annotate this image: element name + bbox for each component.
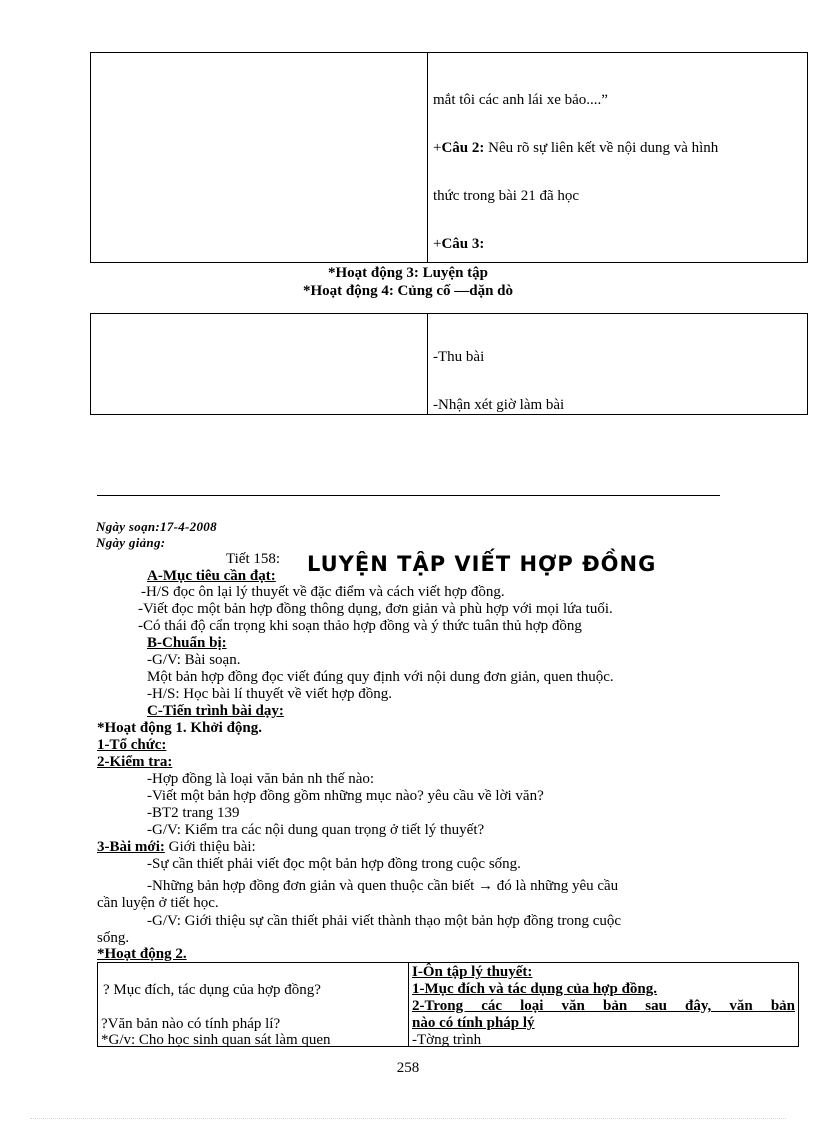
check-line: -Hợp đồng là loại văn bản nh thế nào: bbox=[147, 771, 375, 787]
column-divider bbox=[408, 963, 409, 1046]
activity-1-heading: *Hoạt động 1. Khởi động. bbox=[97, 720, 263, 736]
column-divider bbox=[427, 53, 428, 262]
table3-question: ? Mục đích, tác dụng của hợp đồng? bbox=[103, 982, 321, 998]
table3-answer: 1-Mục đích và tác dụng của hợp đồng. bbox=[412, 981, 658, 997]
section-a-line: -H/S đọc ôn lại lý thuyết về đặc điểm và cách viết hợp đồng. bbox=[141, 584, 505, 600]
activity-2-heading: *Hoạt động 2. bbox=[97, 946, 187, 962]
section-b-line: -H/S: Học bài lí thuyết về viết hợp đồng. bbox=[147, 686, 392, 702]
section-b-line: Một bản hợp đồng đọc viết đúng quy định với nội dung đơn giản, quen thuộc. bbox=[147, 669, 614, 685]
table1-line: mắt tôi các anh lái xe bảo....” bbox=[433, 92, 608, 108]
table3-answer: -Tờng trình bbox=[412, 1032, 482, 1046]
new-lesson-line: -Sự cần thiết phải viết đọc một bản hợp đồng trong cuộc sống. bbox=[147, 856, 521, 872]
section-b-heading: B-Chuẩn bị: bbox=[147, 635, 227, 651]
heading-activity-3: *Hoạt động 3: Luyện tập bbox=[327, 265, 489, 281]
new-lesson-line: 3-Bài mới: Giới thiệu bài: bbox=[97, 839, 256, 855]
prep-date: Ngày soạn:17-4-2008 bbox=[96, 519, 217, 534]
table3-answer: I-Ôn tập lý thuyết: bbox=[412, 964, 533, 980]
section-b-line: -G/V: Bài soạn. bbox=[147, 652, 241, 668]
check-line: -BT2 trang 139 bbox=[147, 805, 240, 821]
lesson-title: LUYỆN TẬP VIẾT HỢP ĐỒNG bbox=[307, 552, 657, 576]
table3-question: *G/v: Cho học sinh quan sát làm quen bbox=[101, 1032, 331, 1046]
check-heading: 2-Kiểm tra: bbox=[97, 754, 173, 770]
column-divider bbox=[427, 314, 428, 414]
table3-answer: nào có tính pháp lý bbox=[412, 1015, 535, 1031]
footer-divider bbox=[30, 1118, 786, 1119]
section-a-line: -Viết đọc một bản hợp đồng thông dụng, đơn giản và phù hợp với mọi lứa tuổi. bbox=[138, 601, 613, 617]
new-lesson-line: cần luyện ở tiết học. bbox=[97, 895, 219, 911]
section-a-line: -Có thái độ cẩn trọng khi soạn thảo hợp đồng và ý thức tuân thủ hợp đồng bbox=[138, 618, 582, 634]
table2-line: -Thu bài bbox=[433, 349, 485, 365]
table3-question: ?Văn bản nào có tính pháp lí? bbox=[101, 1016, 281, 1032]
new-lesson-line: -Những bản hợp đồng đơn giản và quen thuộc cần biết → đó là những yêu cầu bbox=[147, 878, 619, 894]
heading-activity-4: *Hoạt động 4: Củng cố —dặn dò bbox=[302, 283, 514, 299]
check-line: -G/V: Kiểm tra các nội dung quan trọng ở tiết lý thuyết? bbox=[147, 822, 485, 838]
table1-line: +Câu 3: bbox=[433, 236, 485, 252]
section-divider bbox=[97, 495, 720, 496]
table1-line: thức trong bài 21 đã học bbox=[433, 188, 580, 204]
check-line: -Viết một bản hợp đồng gồm những mục nào? yêu cầu về lời văn? bbox=[147, 788, 544, 804]
table1-right-cell bbox=[433, 60, 805, 261]
table3-answer: 2-Trong các loại văn bản sau đây, văn bản bbox=[412, 998, 795, 1014]
table1-line: +Câu 2: Nêu rõ sự liên kết về nội dung và hình bbox=[433, 140, 719, 156]
table2-right-cell bbox=[433, 317, 805, 413]
new-lesson-line: sống. bbox=[97, 930, 130, 946]
page-number: 258 bbox=[396, 1060, 420, 1076]
organization-heading: 1-Tổ chức: bbox=[97, 737, 167, 753]
teach-date: Ngày giảng: bbox=[96, 535, 166, 550]
new-lesson-line: -G/V: Giới thiệu sự cần thiết phải viết thành thạo một bản hợp đồng trong cuộc bbox=[147, 913, 622, 929]
section-a-heading: A-Mục tiêu cần đạt: bbox=[147, 568, 276, 584]
section-c-heading: C-Tiến trình bài dạy: bbox=[147, 703, 284, 719]
lesson-number: Tiết 158: bbox=[226, 551, 281, 567]
table2-line: -Nhận xét giờ làm bài bbox=[433, 397, 565, 413]
